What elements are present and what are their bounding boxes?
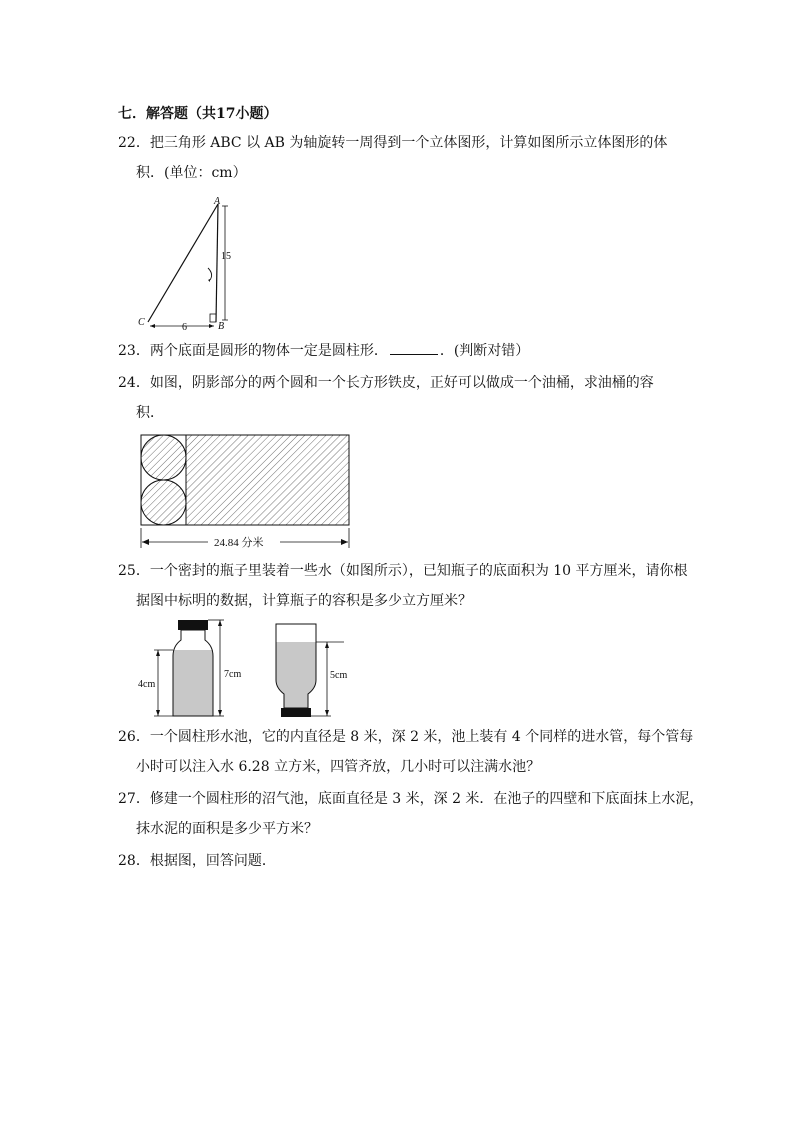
base-arrow-right — [209, 324, 214, 328]
question-24-line-1: 24．如图，阴影部分的两个圆和一个长方形铁皮，正好可以做成一个油桶，求油桶的容 — [118, 375, 654, 391]
question-26 — [118, 722, 694, 782]
air-height-label: 5cm — [330, 670, 348, 681]
question-22-line-1: 22．把三角形 ABC 以 AB 为轴旋转一周得到一个立体图形，计算如图所示立体图形的体 — [118, 135, 668, 151]
upright-bottle-cap — [178, 620, 208, 630]
base-label: 6 — [182, 322, 187, 333]
air-height-arrow-bottom — [325, 710, 329, 716]
question-22-line-2: 积．(单位：cm） — [136, 165, 247, 181]
rotation-arrow-head — [208, 279, 210, 282]
question-28 — [118, 846, 678, 876]
question-27-line-2: 抹水泥的面积是多少平方米？ — [136, 821, 318, 837]
inverted-bottle-cap — [281, 708, 311, 717]
question-22 — [118, 128, 678, 188]
question-25-line-1: 25．一个密封的瓶子里装着一些水（如图所示），已知瓶子的底面积为 10 平方厘米，请你根 — [118, 563, 688, 579]
inverted-bottle — [276, 624, 347, 717]
vertex-c-label: C — [138, 317, 145, 328]
question-28-line-1: 28．根据图，回答问题． — [118, 853, 276, 869]
bottle-height-label: 7cm — [224, 669, 242, 680]
oil-drum-figure — [138, 432, 352, 552]
triangle-side-ac — [148, 204, 218, 322]
vertex-b-label: B — [218, 321, 225, 332]
answer-blank[interactable] — [390, 340, 438, 355]
bottle-height-arrow-top — [218, 620, 222, 626]
question-26-line-1: 26．一个圆柱形水池，它的内直径是 8 米，深 2 米，池上装有 4 个同样的进水管，每个管每 — [118, 729, 694, 745]
triangle-side-ab — [216, 204, 218, 322]
question-27-line-1: 27．修建一个圆柱形的沼气池，底面直径是 3 米，深 2 米．在池子的四壁和下底面抹上水泥， — [118, 791, 704, 807]
right-angle-mark — [210, 314, 216, 322]
dimension-arrow-right — [341, 539, 348, 545]
bottle-figure — [138, 616, 358, 722]
water-height-arrow-bottom — [156, 710, 160, 716]
question-23-text: 23．两个底面是圆形的物体一定是圆柱形． — [118, 343, 388, 359]
height-label: 15 — [221, 251, 231, 262]
question-24 — [118, 368, 678, 428]
section-title: 七．解答题（共17小题） — [118, 106, 278, 122]
dimension-arrow-left — [142, 539, 149, 545]
question-25-line-2: 据图中标明的数据，计算瓶子的容积是多少立方厘米？ — [136, 593, 472, 609]
question-25 — [118, 556, 688, 616]
shaded-circle-bottom — [141, 480, 186, 525]
water-height-label: 4cm — [138, 679, 156, 690]
question-23 — [118, 336, 678, 366]
shaded-circle-top — [141, 435, 186, 480]
water-height-arrow-top — [156, 650, 160, 656]
length-label: 24.84 分米 — [214, 537, 264, 549]
air-height-arrow-top — [325, 642, 329, 648]
water-upright — [173, 650, 213, 716]
bottle-height-arrow-bottom — [218, 710, 222, 716]
question-26-line-2: 小时可以注入水 6.28 立方米，四管齐放，几小时可以注满水池？ — [136, 759, 541, 775]
base-arrow-left — [150, 324, 155, 328]
rotation-arrow — [208, 268, 212, 280]
question-27 — [118, 784, 704, 844]
water-inverted — [276, 642, 316, 708]
vertex-a-label: A — [214, 196, 221, 207]
upright-bottle — [138, 620, 241, 716]
question-23-suffix: ．(判断对错） — [439, 343, 530, 359]
triangle-figure — [138, 196, 248, 334]
shaded-rectangle — [186, 435, 349, 525]
question-24-line-2: 积． — [136, 405, 164, 421]
